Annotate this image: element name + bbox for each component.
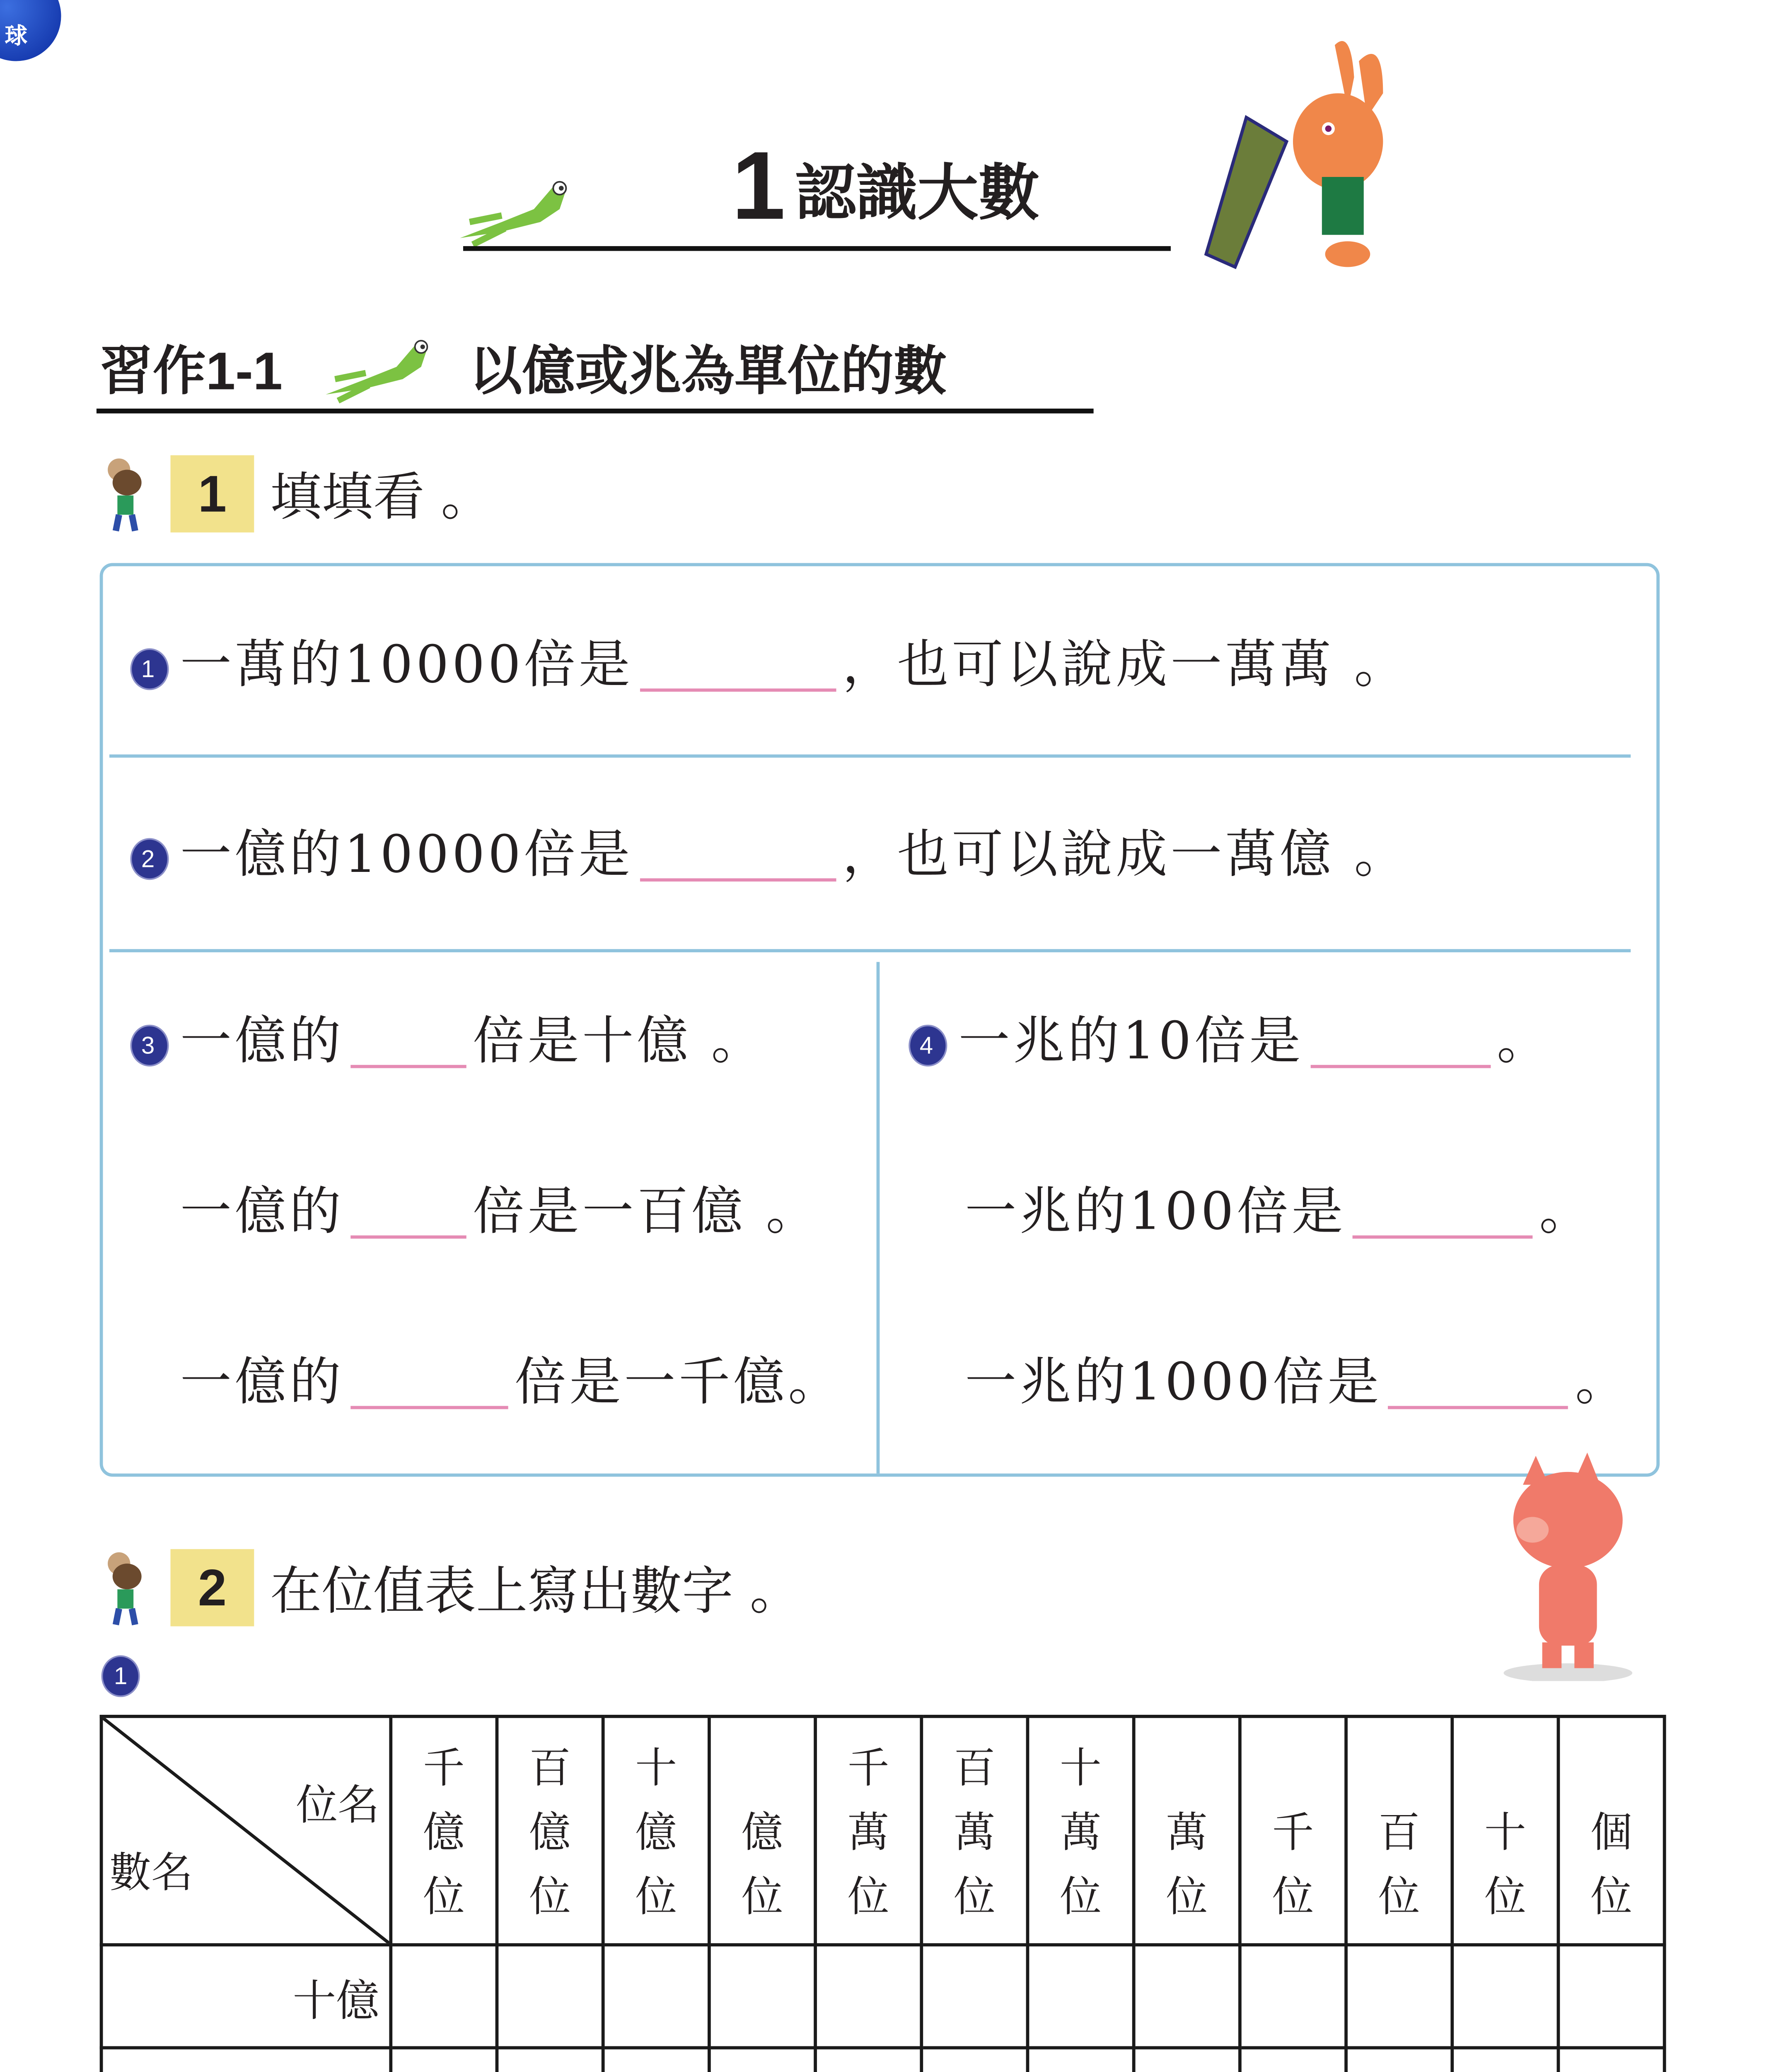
answer-blank[interactable] xyxy=(640,687,836,692)
column-header xyxy=(709,1716,815,1945)
header-char: 億 xyxy=(741,1810,783,1858)
table-row xyxy=(102,1945,1665,2048)
item-marker: 1 xyxy=(132,650,167,688)
column-header xyxy=(921,1716,1027,1945)
answer-cell[interactable] xyxy=(391,2048,497,2072)
header-char: 位 xyxy=(1484,1874,1526,1922)
header-char: 萬 xyxy=(1166,1810,1208,1858)
answer-cell[interactable] xyxy=(603,1945,709,2048)
header-char: 億 xyxy=(423,1810,465,1858)
table-corner-cell xyxy=(102,1716,391,1945)
box-divider xyxy=(109,949,1631,952)
box-column-divider xyxy=(877,962,880,1473)
column-header xyxy=(1027,1716,1133,1945)
rabbit-with-pencil-illustration xyxy=(1158,29,1415,270)
item-text-after: 。 xyxy=(1539,1181,1594,1242)
fill-item-1 xyxy=(132,624,1409,698)
box-divider xyxy=(109,755,1631,758)
answer-cell[interactable] xyxy=(709,2048,815,2072)
header-char: 十 xyxy=(635,1745,677,1794)
item-text-before: 一萬的10000倍是 xyxy=(180,634,633,695)
fill-item-3-line-2 xyxy=(180,1171,821,1245)
table-header-row xyxy=(102,1716,1665,1945)
row-label xyxy=(102,2048,391,2072)
answer-cell[interactable] xyxy=(1452,2048,1558,2072)
header-char: 千 xyxy=(1272,1810,1314,1858)
header-char: 百 xyxy=(953,1745,996,1794)
header-char: 萬 xyxy=(847,1810,889,1858)
answer-blank[interactable] xyxy=(1310,1063,1491,1068)
answer-cell[interactable] xyxy=(1240,2048,1346,2072)
answer-cell[interactable] xyxy=(1134,1945,1240,2048)
section-label: 習作1-1 xyxy=(99,341,283,401)
sub-question-marker: 1 xyxy=(103,1657,138,1695)
header-char: 百 xyxy=(1378,1810,1420,1858)
header-char: 個 xyxy=(1590,1810,1633,1858)
header-char: 億 xyxy=(529,1810,571,1858)
answer-cell[interactable] xyxy=(815,2048,921,2072)
header-char: 位 xyxy=(1378,1874,1420,1922)
frog-icon xyxy=(454,174,582,248)
section-heading xyxy=(100,330,947,405)
frog-icon xyxy=(318,332,443,403)
answer-cell[interactable] xyxy=(921,2048,1027,2072)
answer-cell[interactable] xyxy=(1240,1945,1346,2048)
item-marker: 2 xyxy=(132,840,167,878)
header-char: 位 xyxy=(1166,1874,1208,1922)
answer-cell[interactable] xyxy=(1346,1945,1452,2048)
column-header xyxy=(1240,1716,1346,1945)
column-header xyxy=(1346,1716,1452,1945)
column-header xyxy=(1134,1716,1240,1945)
answer-blank[interactable] xyxy=(1353,1234,1533,1239)
item-text-before: 一億的 xyxy=(180,1010,344,1072)
pig-mascot-illustration xyxy=(1488,1440,1648,1681)
item-text-before: 一兆的100倍是 xyxy=(965,1181,1346,1242)
question-number: 1 xyxy=(198,464,227,522)
header-char: 位 xyxy=(1272,1874,1314,1922)
answer-blank[interactable] xyxy=(640,877,836,882)
item-text-before: 一億的 xyxy=(180,1351,344,1413)
answer-cell[interactable] xyxy=(1027,1945,1133,2048)
item-text-after: 倍是一百億 。 xyxy=(473,1181,821,1242)
section-title-text: 以億或兆為單位的數 xyxy=(469,341,947,401)
answer-blank[interactable] xyxy=(350,1404,508,1409)
mouse-mascot-icon xyxy=(100,454,155,534)
header-char: 位 xyxy=(847,1874,889,1922)
item-marker: 4 xyxy=(910,1026,945,1065)
chapter-underline xyxy=(463,246,1171,251)
question-prompt: 在位值表上寫出數字 。 xyxy=(270,1560,801,1622)
column-header xyxy=(603,1716,709,1945)
header-char: 千 xyxy=(847,1745,889,1794)
item-text-before: 一億的 xyxy=(180,1181,344,1242)
header-char: 億 xyxy=(635,1810,677,1858)
fill-item-4-line-3 xyxy=(965,1341,1630,1416)
chapter-number: 1 xyxy=(732,132,785,240)
corner-label-place: 位名 xyxy=(296,1782,380,1831)
header-char: 位 xyxy=(1060,1874,1102,1922)
section-underline xyxy=(97,409,1094,414)
chapter-title-text: 認識大數 xyxy=(795,161,1040,229)
item-text-after: 倍是十億 。 xyxy=(473,1010,766,1072)
answer-cell[interactable] xyxy=(1027,2048,1133,2072)
fill-item-4-line-1 xyxy=(910,1000,1552,1075)
corner-badge xyxy=(0,0,61,61)
header-char: 萬 xyxy=(953,1810,996,1858)
column-header xyxy=(1452,1716,1558,1945)
answer-cell[interactable] xyxy=(391,1945,497,2048)
corner-label-number: 數名 xyxy=(109,1850,193,1898)
answer-cell[interactable] xyxy=(497,2048,603,2072)
answer-cell[interactable] xyxy=(603,2048,709,2072)
item-text-after: ，也可以說成一萬億 。 xyxy=(842,823,1409,885)
column-header xyxy=(497,1716,603,1945)
fill-item-4-line-2 xyxy=(965,1171,1594,1245)
fill-item-3-line-1 xyxy=(132,1000,766,1075)
item-text-after: ，也可以說成一萬萬 。 xyxy=(842,634,1409,695)
place-value-table xyxy=(100,1715,1666,2072)
answer-blank[interactable] xyxy=(350,1063,466,1068)
column-header xyxy=(391,1716,497,1945)
header-char: 千 xyxy=(423,1745,465,1794)
header-char: 萬 xyxy=(1060,1810,1102,1858)
header-char: 位 xyxy=(635,1874,677,1922)
column-header xyxy=(815,1716,921,1945)
question-2-header xyxy=(100,1547,801,1628)
item-text-after: 倍是一千億。 xyxy=(515,1351,843,1413)
question-number-badge xyxy=(170,455,254,533)
chapter-title xyxy=(732,132,1040,240)
fill-item-3-line-3 xyxy=(180,1341,843,1416)
table-row xyxy=(102,2048,1665,2072)
answer-cell[interactable] xyxy=(1452,1945,1558,2048)
header-char: 百 xyxy=(529,1745,571,1794)
answer-cell[interactable] xyxy=(497,1945,603,2048)
answer-cell[interactable] xyxy=(1558,2048,1664,2072)
header-char: 位 xyxy=(741,1874,783,1922)
question-1-header xyxy=(100,454,493,534)
item-text-after: 。 xyxy=(1496,1010,1552,1072)
item-text-before: 一億的10000倍是 xyxy=(180,823,633,885)
answer-cell[interactable] xyxy=(1346,2048,1452,2072)
header-char: 位 xyxy=(423,1874,465,1922)
answer-cell[interactable] xyxy=(1558,1945,1664,2048)
item-text-after: 。 xyxy=(1575,1351,1630,1413)
question-number: 2 xyxy=(198,1558,227,1616)
header-char: 位 xyxy=(529,1874,571,1922)
answer-cell[interactable] xyxy=(1134,2048,1240,2072)
fill-item-2 xyxy=(132,814,1409,888)
corner-badge-text: 球 xyxy=(5,22,27,48)
column-header xyxy=(1558,1716,1664,1945)
item-marker: 3 xyxy=(132,1026,167,1065)
item-text-before: 一兆的10倍是 xyxy=(958,1010,1304,1072)
answer-cell[interactable] xyxy=(709,1945,815,2048)
answer-blank[interactable] xyxy=(1389,1404,1569,1409)
question-number-badge xyxy=(170,1549,254,1626)
answer-blank[interactable] xyxy=(350,1234,466,1239)
answer-cell[interactable] xyxy=(815,1945,921,2048)
header-char: 十 xyxy=(1060,1745,1102,1794)
question-prompt: 填填看 。 xyxy=(270,466,493,528)
item-text-before: 一兆的1000倍是 xyxy=(965,1351,1382,1413)
row-label: 十億 xyxy=(102,1945,391,2048)
answer-cell[interactable] xyxy=(921,1945,1027,2048)
header-char: 位 xyxy=(953,1874,996,1922)
header-char: 位 xyxy=(1590,1874,1633,1922)
mouse-mascot-icon xyxy=(100,1547,155,1628)
header-char: 十 xyxy=(1484,1810,1526,1858)
